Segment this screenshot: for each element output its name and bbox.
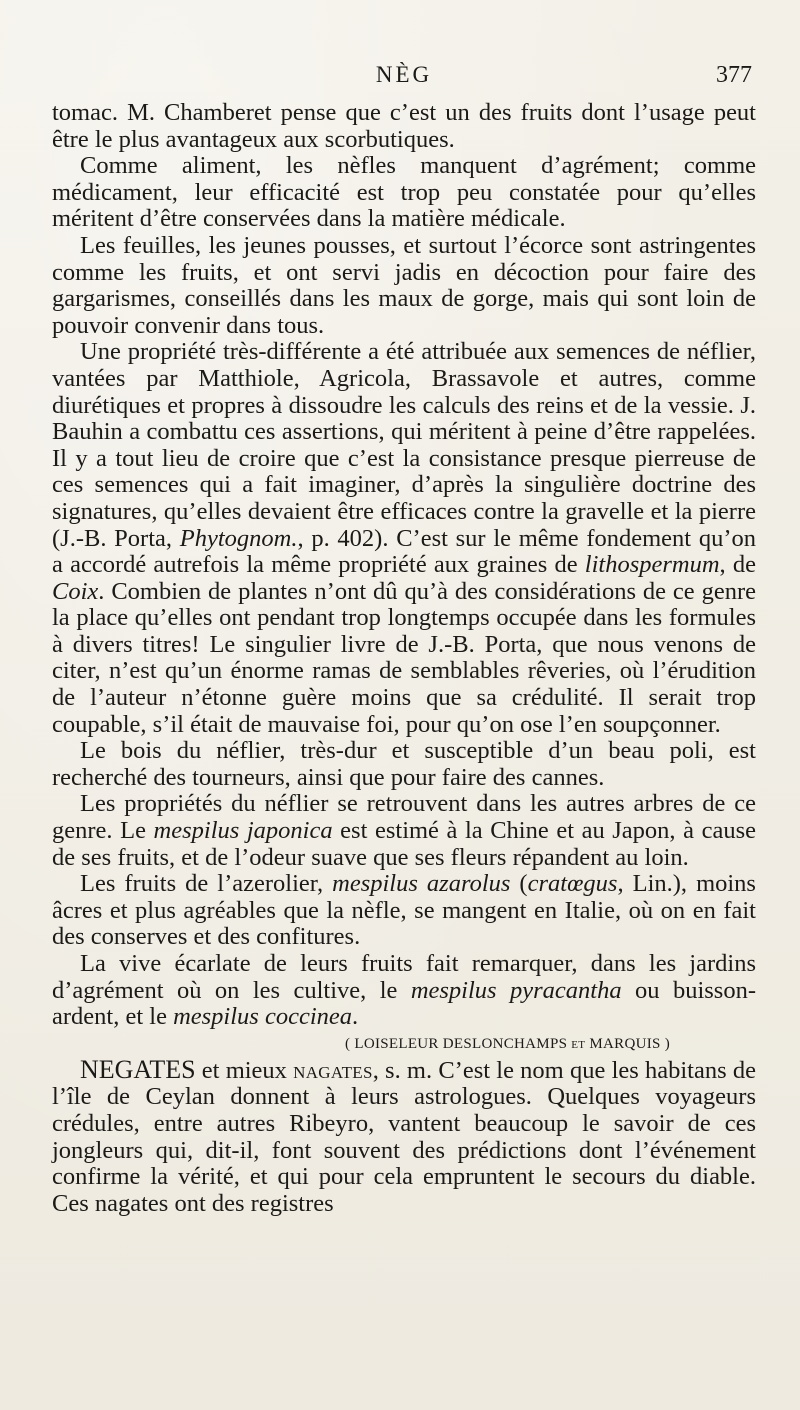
attribution <box>52 1031 756 1057</box>
text-run: , Lin.), moins âcres et plus agréables que la nèfle, se mangent en Italie, où on en fait des conserves et des confitures. <box>52 870 756 951</box>
text-run: . <box>352 1003 359 1031</box>
small-caps-text: nagates <box>293 1056 373 1084</box>
text-run: Les feuilles, les jeunes pousses, et surtout l’écorce sont astringentes comme les fruits, et ont servi jadis en décoction pour faire des gargarismes, conseillés dans les maux de gorge, mais qui sont loin de pouvoir convenir dans tous. <box>52 231 756 339</box>
text-run: , p. 402). C’est sur le même fondement qu’on a accordé autrefois la même propriété aux graines de <box>52 524 756 579</box>
paragraph <box>52 791 756 871</box>
text-run: tomac. M. Chamberet pense que c’est un des fruits dont l’usage peut être le plus avantageux aux scorbutiques. <box>52 99 756 153</box>
italic-text: mespilus japonica <box>153 817 333 845</box>
italic-text: Coix <box>52 577 99 605</box>
italic-text: Phytognom. <box>179 524 298 552</box>
paragraph <box>52 339 756 738</box>
running-head: NÈG <box>375 62 433 87</box>
page-number: 377 <box>716 62 752 88</box>
italic-text: mespilus coccinea <box>173 1003 353 1031</box>
text-run: Comme aliment, les nèfles manquent d’agrément; comme médicament, leur efficacité est trop peu constatée pour qu’elles méritent d’être conservées dans la matière médicale. <box>52 152 756 233</box>
text-run: , de <box>719 551 756 579</box>
paragraph <box>52 871 756 951</box>
paragraph <box>52 1054 756 1218</box>
text-run: , s. m. C’est le nom que les habitans de l’île de Ceylan donnent à leurs astrologues. Quelques voyageurs crédules, entre autres Ribeyro, vantent beaucoup le savoir de ces jongleurs qui, dit-il, font souvent des prédictions dont l’événement confirme la vérité, et qui pour cela empruntent le secours du diable. Ces nagates ont des registres <box>52 1056 756 1217</box>
italic-text: mespilus azarolus <box>332 870 511 898</box>
paragraph <box>52 233 756 339</box>
italic-text: mespilus pyracantha <box>410 976 622 1004</box>
body-text <box>52 100 756 1217</box>
text-run: La vive écarlate de leurs fruits fait remarquer, dans les jardins d’agrément où on les cultive, le <box>52 950 756 1004</box>
paragraph <box>52 100 756 153</box>
text-run: . Combien de plantes n’ont dû qu’à des considérations de ce genre la place qu’elles ont pendant trop longtemps occupée dans les formules à divers titres! Le singulier livre de J.-B. Porta, que nous venons de citer, n’est qu’un énorme ramas de semblables rêveries, où l’érudition de l’auteur n’étonne guère moins que sa crédulité. Il serait trop coupable, s’il était de mauvaise foi, pour qu’on ose l’en soupçonner. <box>52 577 756 738</box>
text-run: ( LOISELEUR DESLONCHAMPS et MARQUIS ) <box>345 1035 670 1052</box>
italic-text: lithospermum <box>584 551 720 579</box>
paragraph <box>52 951 756 1031</box>
text-run: ( <box>510 870 528 898</box>
text-run: est estimé à la Chine et au Japon, à cause de ses fruits, et de l’odeur suave que ses fleurs répandent au loin. <box>52 817 756 871</box>
text-run: Une propriété très-différente a été attribuée aux semences de néflier, vantées par Matthiole, Agricola, Brassavole et autres, comme diurétiques et propres à dissoudre les calculs des reins et de la vessie. J. Bauhin a combattu ces assertions, qui méritent à peine d’être rappelées. Il y a tout lieu de croire que c’est la consistance presque pierreuse de ces semences qui a fait imaginer, d’après la singulière doctrine des signatures, qu’elles devaient être efficaces contre la gravelle et la pierre (J.-B. Porta, <box>52 338 756 552</box>
text-run: et mieux <box>195 1056 294 1084</box>
text-run: Les propriétés du néflier se retrouvent dans les autres arbres de ce genre. Le <box>52 790 756 845</box>
text-run: ou buisson-ardent, et le <box>52 976 757 1031</box>
italic-text: cratœgus <box>527 870 618 898</box>
paragraph <box>52 738 756 791</box>
text-run: Les fruits de l’azerolier, <box>80 870 333 898</box>
paragraph <box>52 153 756 233</box>
page-header <box>52 62 756 96</box>
text-run: Le bois du néflier, très-dur et susceptible d’un beau poli, est recherché des tourneurs, ainsi que pour faire des cannes. <box>52 737 756 791</box>
entry-headword: NEGATES <box>80 1054 196 1084</box>
